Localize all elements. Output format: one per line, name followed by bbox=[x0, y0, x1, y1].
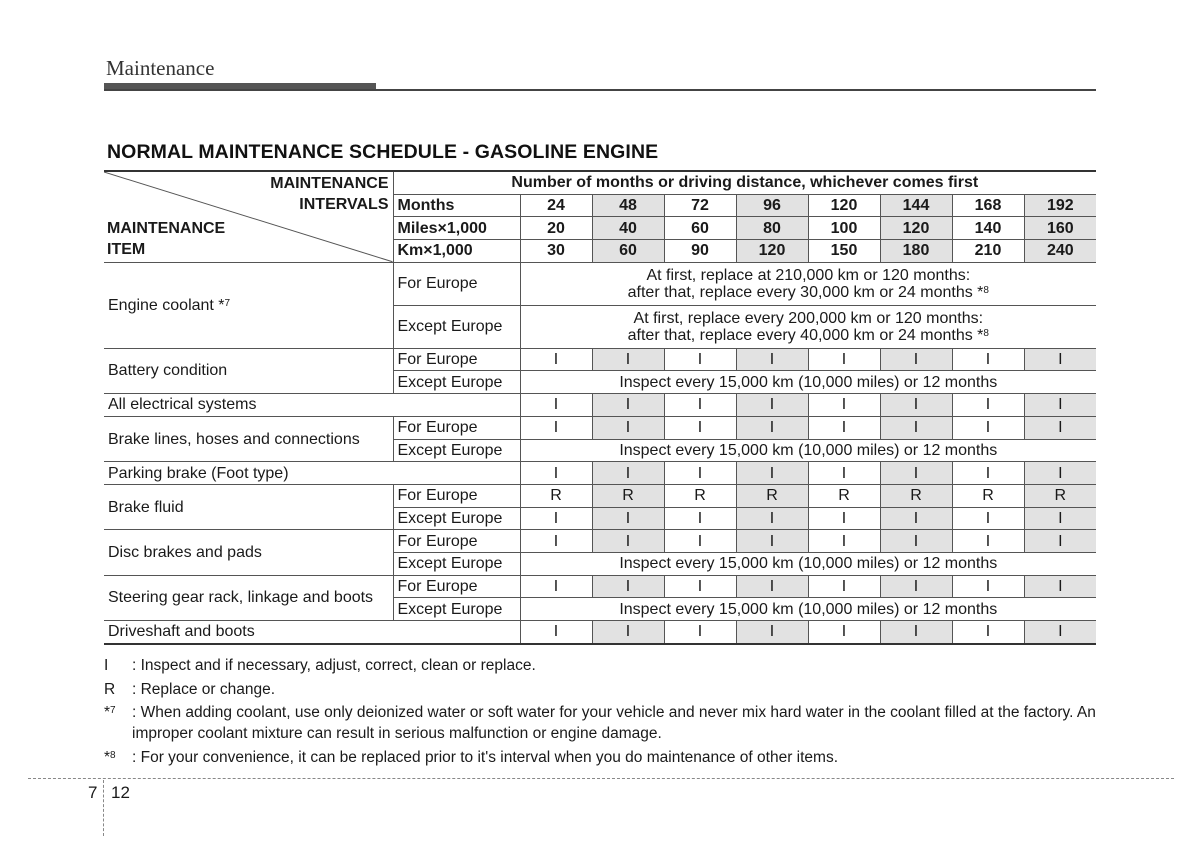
region-label: For Europe bbox=[393, 348, 520, 371]
footnote-text: : Replace or change. bbox=[132, 680, 276, 698]
interval-cell: I bbox=[880, 621, 952, 644]
interval-cell: I bbox=[808, 575, 880, 598]
item-disc-brakes: Disc brakes and pads bbox=[104, 530, 393, 575]
interval-cell: I bbox=[880, 462, 952, 485]
interval-cell: I bbox=[952, 621, 1024, 644]
footnote bbox=[104, 702, 1104, 744]
interval-cell: I bbox=[880, 416, 952, 439]
miles-cell: 100 bbox=[808, 217, 880, 240]
interval-cell: I bbox=[520, 462, 592, 485]
interval-cell: I bbox=[880, 575, 952, 598]
table-row bbox=[104, 575, 1096, 598]
miles-label: Miles×1,000 bbox=[393, 217, 520, 240]
footnote-key: *$^7$ bbox=[104, 704, 116, 722]
interval-cell: I bbox=[880, 394, 952, 417]
interval-cell: R bbox=[592, 484, 664, 507]
interval-cell: R bbox=[952, 484, 1024, 507]
months-cell: 168 bbox=[952, 194, 1024, 217]
footnote bbox=[104, 655, 1104, 676]
interval-cell: I bbox=[880, 348, 952, 371]
item-parking-brake: Parking brake (Foot type) bbox=[104, 462, 520, 485]
interval-cell: I bbox=[880, 507, 952, 530]
interval-cell: I bbox=[952, 507, 1024, 530]
table-row bbox=[104, 462, 1096, 485]
interval-cell: I bbox=[520, 575, 592, 598]
months-cell: 48 bbox=[592, 194, 664, 217]
miles-cell: 140 bbox=[952, 217, 1024, 240]
interval-span-header: Number of months or driving distance, whichever comes first bbox=[393, 171, 1096, 194]
footnote-key: *$^8$ bbox=[104, 748, 116, 766]
interval-cell: I bbox=[808, 507, 880, 530]
interval-cell: I bbox=[808, 394, 880, 417]
interval-cell: I bbox=[1024, 530, 1096, 553]
interval-cell: I bbox=[520, 416, 592, 439]
interval-cell: I bbox=[664, 507, 736, 530]
region-label: Except Europe bbox=[393, 552, 520, 575]
interval-cell: I bbox=[736, 348, 808, 371]
interval-cell: I bbox=[808, 416, 880, 439]
interval-cell: I bbox=[664, 621, 736, 644]
interval-cell: I bbox=[664, 416, 736, 439]
inspect-span-text: Inspect every 15,000 km (10,000 miles) or 12 months bbox=[520, 598, 1096, 621]
footnotes bbox=[104, 655, 1104, 770]
interval-cell: R bbox=[664, 484, 736, 507]
schedule-heading: NORMAL MAINTENANCE SCHEDULE - GASOLINE ENGINE bbox=[107, 141, 659, 163]
interval-cell: I bbox=[520, 530, 592, 553]
interval-cell: I bbox=[1024, 621, 1096, 644]
interval-cell: I bbox=[664, 394, 736, 417]
region-label: Except Europe bbox=[393, 507, 520, 530]
interval-cell: I bbox=[664, 462, 736, 485]
footnote-text: : When adding coolant, use only deionized water or soft water for your vehicle and never mix hard water in the coolant filled at the factory. An improper coolant mixture can result in serious malfunction or engine damage. bbox=[132, 704, 1096, 743]
interval-cell: I bbox=[592, 575, 664, 598]
table-row bbox=[104, 530, 1096, 553]
interval-cell: I bbox=[1024, 507, 1096, 530]
months-cell: 72 bbox=[664, 194, 736, 217]
km-cell: 210 bbox=[952, 240, 1024, 263]
region-label: Except Europe bbox=[393, 371, 520, 394]
months-cell: 96 bbox=[736, 194, 808, 217]
interval-cell: I bbox=[952, 575, 1024, 598]
months-cell: 144 bbox=[880, 194, 952, 217]
table-row bbox=[104, 262, 1096, 305]
interval-cell: I bbox=[592, 394, 664, 417]
interval-cell: I bbox=[736, 462, 808, 485]
interval-cell: I bbox=[736, 530, 808, 553]
interval-cell: I bbox=[592, 462, 664, 485]
interval-cell: I bbox=[736, 394, 808, 417]
interval-cell: I bbox=[664, 575, 736, 598]
table-row bbox=[104, 416, 1096, 439]
interval-cell: I bbox=[808, 530, 880, 553]
item-electrical-systems: All electrical systems bbox=[104, 394, 520, 417]
footer-divider bbox=[28, 778, 1174, 779]
km-cell: 60 bbox=[592, 240, 664, 263]
table-row bbox=[104, 484, 1096, 507]
region-label: For Europe bbox=[393, 484, 520, 507]
interval-cell: I bbox=[952, 394, 1024, 417]
corner-intervals-label: MAINTENANCE INTERVALS bbox=[270, 175, 389, 213]
header-row-1 bbox=[104, 171, 1096, 194]
interval-cell: I bbox=[736, 416, 808, 439]
interval-cell: I bbox=[808, 462, 880, 485]
km-cell: 90 bbox=[664, 240, 736, 263]
miles-cell: 20 bbox=[520, 217, 592, 240]
interval-cell: I bbox=[520, 394, 592, 417]
corner-header-cell bbox=[104, 171, 393, 262]
km-label: Km×1,000 bbox=[393, 240, 520, 263]
table-row bbox=[104, 348, 1096, 371]
interval-cell: I bbox=[664, 530, 736, 553]
miles-cell: 160 bbox=[1024, 217, 1096, 240]
item-steering-gear: Steering gear rack, linkage and boots bbox=[104, 575, 393, 620]
region-label: Except Europe bbox=[393, 439, 520, 462]
interval-cell: R bbox=[808, 484, 880, 507]
interval-cell: I bbox=[952, 348, 1024, 371]
interval-cell: I bbox=[520, 348, 592, 371]
footnote bbox=[104, 679, 1104, 700]
region-label: Except Europe bbox=[393, 305, 520, 348]
km-cell: 240 bbox=[1024, 240, 1096, 263]
interval-cell: I bbox=[880, 530, 952, 553]
interval-cell: I bbox=[808, 348, 880, 371]
interval-cell: I bbox=[592, 530, 664, 553]
interval-cell: I bbox=[520, 621, 592, 644]
coolant-europe-text: At first, replace at 210,000 km or 120 months: after that, replace every 30,000 km or 24 months *$^8$ bbox=[520, 262, 1096, 305]
region-label: For Europe bbox=[393, 575, 520, 598]
miles-cell: 40 bbox=[592, 217, 664, 240]
interval-cell: I bbox=[592, 348, 664, 371]
interval-cell: I bbox=[736, 621, 808, 644]
km-cell: 180 bbox=[880, 240, 952, 263]
footnote bbox=[104, 747, 1104, 768]
interval-cell: I bbox=[592, 416, 664, 439]
months-label: Months bbox=[393, 194, 520, 217]
chapter-number: 7 bbox=[88, 783, 98, 802]
header-rule bbox=[104, 89, 1096, 91]
interval-cell: R bbox=[880, 484, 952, 507]
interval-cell: I bbox=[664, 348, 736, 371]
interval-cell: I bbox=[1024, 394, 1096, 417]
region-label: For Europe bbox=[393, 530, 520, 553]
km-cell: 30 bbox=[520, 240, 592, 263]
region-label: For Europe bbox=[393, 416, 520, 439]
miles-cell: 60 bbox=[664, 217, 736, 240]
inspect-span-text: Inspect every 15,000 km (10,000 miles) or 12 months bbox=[520, 439, 1096, 462]
interval-cell: I bbox=[736, 575, 808, 598]
footnote-text: : For your convenience, it can be replaced prior to it's interval when you do maintenance of other items. bbox=[132, 748, 838, 766]
region-label: Except Europe bbox=[393, 598, 520, 621]
region-label: For Europe bbox=[393, 262, 520, 305]
coolant-except-text: At first, replace every 200,000 km or 120 months: after that, replace every 40,000 km or 24 months *$^8$ bbox=[520, 305, 1096, 348]
interval-cell: I bbox=[1024, 462, 1096, 485]
item-battery-condition: Battery condition bbox=[104, 348, 393, 393]
item-brake-fluid: Brake fluid bbox=[104, 484, 393, 529]
interval-cell: I bbox=[736, 507, 808, 530]
table-row bbox=[104, 621, 1096, 644]
miles-cell: 120 bbox=[880, 217, 952, 240]
miles-cell: 80 bbox=[736, 217, 808, 240]
inspect-span-text: Inspect every 15,000 km (10,000 miles) or 12 months bbox=[520, 552, 1096, 575]
footnote-key: R bbox=[104, 680, 116, 698]
months-cell: 24 bbox=[520, 194, 592, 217]
interval-cell: R bbox=[520, 484, 592, 507]
table-row bbox=[104, 394, 1096, 417]
interval-cell: R bbox=[1024, 484, 1096, 507]
km-cell: 150 bbox=[808, 240, 880, 263]
maintenance-schedule-table bbox=[104, 170, 1096, 645]
item-driveshaft: Driveshaft and boots bbox=[104, 621, 520, 644]
footnote-text: : Inspect and if necessary, adjust, correct, clean or replace. bbox=[132, 657, 536, 674]
interval-cell: I bbox=[592, 507, 664, 530]
interval-cell: I bbox=[952, 462, 1024, 485]
interval-cell: I bbox=[952, 416, 1024, 439]
inspect-span-text: Inspect every 15,000 km (10,000 miles) or 12 months bbox=[520, 371, 1096, 394]
interval-cell: I bbox=[520, 507, 592, 530]
footnote-key: I bbox=[104, 657, 109, 674]
months-cell: 120 bbox=[808, 194, 880, 217]
interval-cell: I bbox=[1024, 416, 1096, 439]
footer-page-divider bbox=[103, 780, 104, 836]
section-title: Maintenance bbox=[106, 56, 215, 80]
months-cell: 192 bbox=[1024, 194, 1096, 217]
interval-cell: I bbox=[952, 530, 1024, 553]
interval-cell: I bbox=[592, 621, 664, 644]
item-engine-coolant: Engine coolant *$^7$ bbox=[104, 262, 393, 348]
interval-cell: I bbox=[1024, 575, 1096, 598]
interval-cell: I bbox=[1024, 348, 1096, 371]
item-brake-lines: Brake lines, hoses and connections bbox=[104, 416, 393, 461]
page-number: 12 bbox=[111, 783, 130, 802]
interval-cell: R bbox=[736, 484, 808, 507]
km-cell: 120 bbox=[736, 240, 808, 263]
corner-item-label: MAINTENANCE ITEM bbox=[107, 219, 226, 258]
interval-cell: I bbox=[808, 621, 880, 644]
